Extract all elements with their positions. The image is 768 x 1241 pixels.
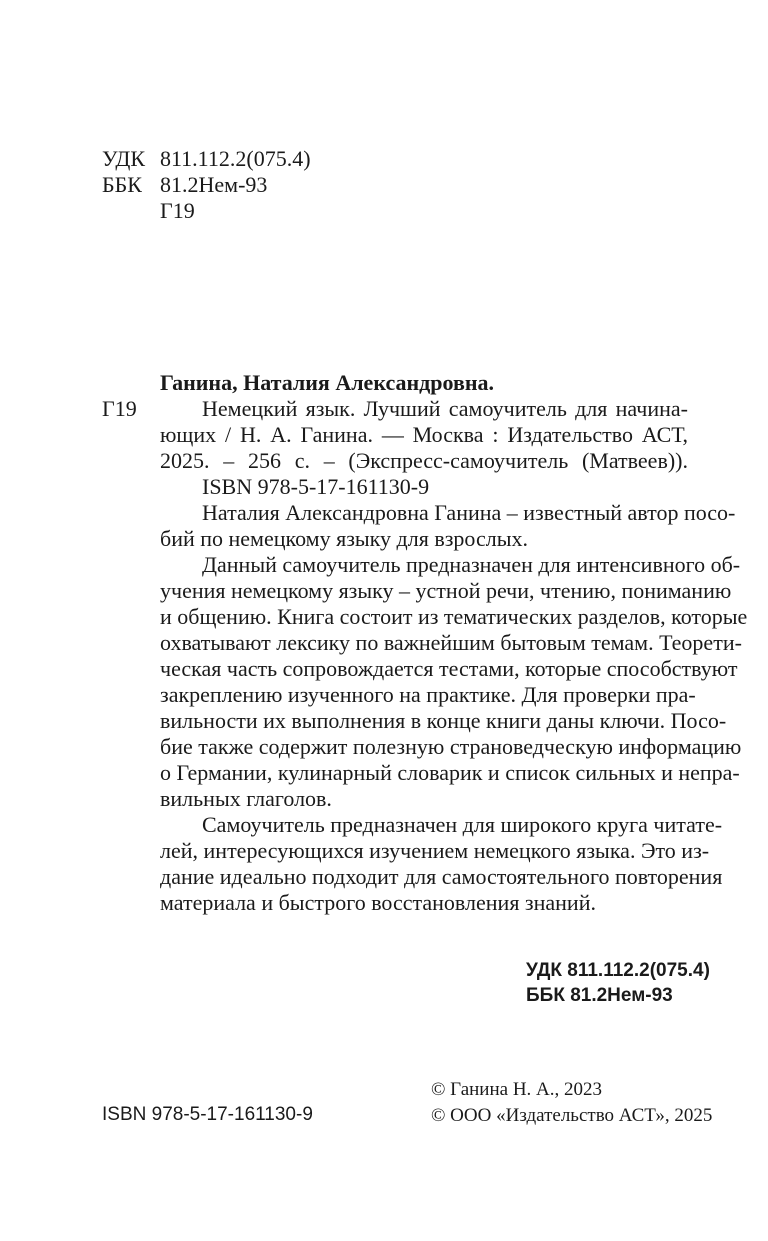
- paragraph-line: лей, интересующихся изучением немецкого языка. Это из-: [160, 838, 710, 863]
- bottom-bbk: ББК 81.2Нем-93: [526, 985, 673, 1006]
- bbk-label: ББК: [102, 172, 142, 197]
- bbk-value: 81.2Нем-93: [160, 172, 268, 197]
- author-heading: Ганина, Наталия Александровна.: [160, 370, 495, 395]
- paragraph-line: закреплению изученного на практике. Для проверки пра-: [160, 682, 696, 707]
- paragraph-line: бий по немецкому языку для взрослых.: [160, 526, 528, 551]
- paragraph-line: бие также содержит полезную страноведческую информацию: [160, 734, 742, 759]
- footer-isbn: ISBN 978-5-17-161130-9: [102, 1104, 313, 1125]
- udk-value: 811.112.2(075.4): [160, 146, 311, 171]
- paragraph-line: вильности их выполнения в конце книги даны ключи. Посо-: [160, 708, 727, 733]
- paragraph-line: ческая часть сопровождается тестами, которые способствуют: [160, 656, 738, 681]
- paragraph-line: материала и быстрого восстановления знаний.: [160, 890, 596, 915]
- annotation-text: [160, 500, 748, 916]
- bibliography-line: ющих / Н. А. Ганина. — Москва : Издательство АСТ,: [160, 422, 688, 447]
- annotation-author-code: Г19: [102, 396, 137, 421]
- paragraph-line: и общению. Книга состоит из тематических разделов, которые: [160, 604, 748, 629]
- udk-label: УДК: [102, 146, 146, 171]
- bibliographic-description: [160, 396, 688, 474]
- bottom-udk: УДК 811.112.2(075.4): [526, 960, 710, 981]
- paragraph-line: Данный самоучитель предназначен для интенсивного об-: [202, 552, 741, 577]
- paragraph-line: о Германии, кулинарный словарик и список сильных и непра-: [160, 760, 740, 785]
- copyright-publisher: © ООО «Издательство АСТ», 2025: [431, 1105, 713, 1126]
- bibliography-line: 2025. – 256 с. – (Экспресс-самоучитель (Матвеев)).: [160, 448, 688, 473]
- paragraph-line: учения немецкому языку – устной речи, чтению, пониманию: [160, 578, 732, 603]
- paragraph-line: Наталия Александровна Ганина – известный автор посо-: [202, 500, 736, 525]
- author-code: Г19: [160, 198, 195, 223]
- paragraph-line: Самоучитель предназначен для широкого круга читате-: [202, 812, 723, 837]
- paragraph-line: дание идеально подходит для самостоятельного повторения: [160, 864, 723, 889]
- paragraph-line: охватывают лексику по важнейшим бытовым темам. Теорети-: [160, 630, 742, 655]
- paragraph-line: вильных глаголов.: [160, 786, 332, 811]
- isbn-inline: ISBN 978-5-17-161130-9: [202, 474, 430, 499]
- copyright-author: © Ганина Н. А., 2023: [431, 1079, 603, 1100]
- bibliography-line: Немецкий язык. Лучший самоучитель для начина-: [202, 396, 688, 421]
